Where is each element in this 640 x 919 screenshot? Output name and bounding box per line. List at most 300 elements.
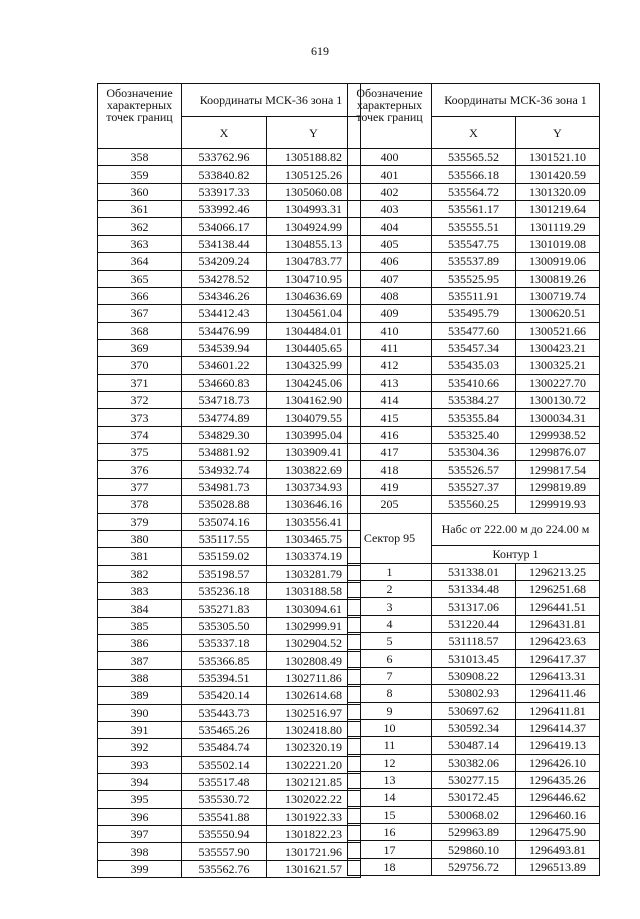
point-number: 411 [348,339,432,356]
point-number: 5 [348,633,432,650]
table-row [348,598,600,615]
coord-y: 1299817.54 [516,461,600,478]
coord-x: 529963.89 [432,824,516,841]
table-row [348,253,600,270]
table-row [348,218,600,235]
coord-y: 1303556.41 [267,513,361,530]
point-number: 405 [348,235,432,252]
table-row [98,721,361,738]
coord-y: 1304783.77 [267,253,361,270]
table-row [98,253,361,270]
coord-x: 534209.24 [182,253,267,270]
point-number: 386 [98,635,182,652]
coord-y: 1305060.08 [267,183,361,200]
coord-y: 1296413.31 [516,667,600,684]
coord-x: 534476.99 [182,322,267,339]
table-row [98,478,361,495]
coord-x: 535198.57 [182,565,267,582]
header-x: X [432,117,516,149]
table-row [98,756,361,773]
point-number: 367 [98,305,182,322]
coord-y: 1296475.90 [516,824,600,841]
coord-y: 1296513.89 [516,858,600,875]
page-number: 619 [311,44,329,58]
point-number: 11 [348,737,432,754]
coord-x: 530697.62 [432,702,516,719]
coord-y: 1300919.06 [516,253,600,270]
coord-x: 535541.88 [182,808,267,825]
table-row [348,719,600,736]
coord-x: 535550.94 [182,826,267,843]
coord-y: 1305125.26 [267,166,361,183]
table-row [348,789,600,806]
coord-y: 1299819.89 [516,478,600,495]
coord-y: 1303646.16 [267,496,361,513]
point-number: 12 [348,754,432,771]
coord-x: 535457.34 [432,339,516,356]
point-number: 409 [348,305,432,322]
header-x: X [182,117,267,149]
coord-x: 535410.66 [432,374,516,391]
coord-y: 1300130.72 [516,392,600,409]
table-row [98,739,361,756]
point-number: 417 [348,444,432,461]
table-row [348,580,600,597]
coord-x: 535420.14 [182,687,267,704]
coord-y: 1303734.93 [267,478,361,495]
coord-y: 1300620.51 [516,305,600,322]
coord-y: 1302516.97 [267,704,361,721]
point-number: 370 [98,357,182,374]
coord-y: 1296435.26 [516,771,600,788]
coord-x: 534412.43 [182,305,267,322]
point-number: 390 [98,704,182,721]
coord-y: 1299919.93 [516,496,600,513]
coord-x: 535511.91 [432,287,516,304]
coord-x: 535555.51 [432,218,516,235]
point-number: 378 [98,496,182,513]
table-row [348,824,600,841]
table-row [98,513,361,530]
point-number: 383 [98,582,182,599]
point-number: 399 [98,860,182,877]
table-row [98,374,361,391]
coord-x: 535465.26 [182,721,267,738]
point-number: 382 [98,565,182,582]
coord-x: 530382.06 [432,754,516,771]
coord-x: 530802.93 [432,685,516,702]
table-row [98,808,361,825]
coord-x: 535477.60 [432,322,516,339]
coord-y: 1301420.59 [516,166,600,183]
coord-y: 1300819.26 [516,270,600,287]
table-row [98,149,361,166]
point-number: 2 [348,580,432,597]
coord-y: 1304484.01 [267,322,361,339]
coord-y: 1296446.62 [516,789,600,806]
coord-x: 535305.50 [182,617,267,634]
point-number: 359 [98,166,182,183]
coord-y: 1303465.75 [267,530,361,547]
coord-y: 1304079.55 [267,409,361,426]
coord-x: 535495.79 [432,305,516,322]
point-number: 13 [348,771,432,788]
table-row [348,426,600,443]
point-number: 387 [98,652,182,669]
table-row [98,826,361,843]
coord-y: 1301320.09 [516,183,600,200]
table-row [348,841,600,858]
table-row [98,166,361,183]
coord-x: 535366.85 [182,652,267,669]
coord-y: 1296423.63 [516,633,600,650]
coord-y: 1304855.13 [267,235,361,252]
table-row [98,635,361,652]
point-number: 368 [98,322,182,339]
table-row [348,166,600,183]
table-row [348,771,600,788]
coord-y: 1303188.58 [267,582,361,599]
coord-y: 1304325.99 [267,357,361,374]
point-number: 393 [98,756,182,773]
point-number: 413 [348,374,432,391]
table-row [348,339,600,356]
coord-y: 1305188.82 [267,149,361,166]
table-row [98,201,361,218]
point-number: 365 [98,270,182,287]
table-row [98,444,361,461]
table-row [348,563,600,580]
coord-x: 530487.14 [432,737,516,754]
coord-x: 535525.95 [432,270,516,287]
coord-x: 531013.45 [432,650,516,667]
coord-x: 535435.03 [432,357,516,374]
coord-x: 535159.02 [182,548,267,565]
coord-x: 535394.51 [182,669,267,686]
coord-x: 534829.30 [182,426,267,443]
point-number: 415 [348,409,432,426]
point-number: 358 [98,149,182,166]
coord-y: 1304561.04 [267,305,361,322]
coord-y: 1301521.10 [516,149,600,166]
point-number: 392 [98,739,182,756]
coord-x: 535074.16 [182,513,267,530]
table-row [348,149,600,166]
coord-x: 533992.46 [182,201,267,218]
coord-y: 1300325.21 [516,357,600,374]
coord-x: 535236.18 [182,582,267,599]
coord-x: 531338.01 [432,563,516,580]
point-number: 205 [348,496,432,513]
coord-x: 534932.74 [182,461,267,478]
coord-y: 1304993.31 [267,201,361,218]
coord-y: 1304162.90 [267,392,361,409]
coord-y: 1301822.23 [267,826,361,843]
table-row [348,444,600,461]
table-row [98,496,361,513]
point-number: 395 [98,791,182,808]
coord-y: 1301721.96 [267,843,361,860]
coord-x: 535562.76 [182,860,267,877]
coord-y: 1301119.29 [516,218,600,235]
point-number: 379 [98,513,182,530]
table-row [98,235,361,252]
coord-y: 1296213.25 [516,563,600,580]
point-number: 8 [348,685,432,702]
coord-x: 535547.75 [432,235,516,252]
table-row [98,687,361,704]
coord-y: 1302221.20 [267,756,361,773]
point-number: 402 [348,183,432,200]
table-row [348,392,600,409]
table-row [98,218,361,235]
coord-y: 1302999.91 [267,617,361,634]
table-row [348,496,600,513]
coord-y: 1303909.41 [267,444,361,461]
coord-x: 535325.40 [432,426,516,443]
coord-x: 535564.72 [432,183,516,200]
table-row [98,669,361,686]
table-row [348,201,600,218]
table-row [348,270,600,287]
coord-x: 534138.44 [182,235,267,252]
point-number: 412 [348,357,432,374]
coord-y: 1296251.68 [516,580,600,597]
point-number: 14 [348,789,432,806]
coord-y: 1302121.85 [267,773,361,790]
coord-x: 535443.73 [182,704,267,721]
table-row [348,322,600,339]
table-row [98,704,361,721]
point-number: 380 [98,530,182,547]
point-number: 364 [98,253,182,270]
table-row [348,287,600,304]
coord-y: 1303094.61 [267,600,361,617]
coord-y: 1302808.49 [267,652,361,669]
coord-x: 535384.27 [432,392,516,409]
table-row [98,791,361,808]
coord-y: 1300227.70 [516,374,600,391]
table-row [348,806,600,823]
point-number: 410 [348,322,432,339]
coord-x: 534539.94 [182,339,267,356]
point-number: 16 [348,824,432,841]
coord-y: 1303281.79 [267,565,361,582]
table-row [98,548,361,565]
table-row [348,461,600,478]
point-number: 385 [98,617,182,634]
table-row [98,652,361,669]
coord-x: 531118.57 [432,633,516,650]
coord-x: 530068.02 [432,806,516,823]
coord-x: 533917.33 [182,183,267,200]
point-number: 384 [98,600,182,617]
coord-x: 534601.22 [182,357,267,374]
point-number: 418 [348,461,432,478]
coord-x: 535527.37 [432,478,516,495]
point-number: 391 [98,721,182,738]
coord-x: 530277.15 [432,771,516,788]
point-number: 374 [98,426,182,443]
coord-y: 1299938.52 [516,426,600,443]
coord-x: 535537.89 [432,253,516,270]
coord-x: 531317.06 [432,598,516,615]
table-row [98,773,361,790]
point-number: 366 [98,287,182,304]
point-number: 381 [98,548,182,565]
table-row [98,843,361,860]
table-row [348,685,600,702]
coord-x: 531334.48 [432,580,516,597]
point-number: 7 [348,667,432,684]
coord-y: 1301019.08 [516,235,600,252]
coordinates-table-left [97,83,361,878]
table-row [348,667,600,684]
table-row [348,357,600,374]
point-number: 371 [98,374,182,391]
coord-x: 534718.73 [182,392,267,409]
coord-x: 535484.74 [182,739,267,756]
point-number: 362 [98,218,182,235]
point-number: 361 [98,201,182,218]
coord-y: 1304405.65 [267,339,361,356]
table-row [98,357,361,374]
table-row [348,702,600,719]
table-row [348,305,600,322]
table-row [348,478,600,495]
coord-x: 533840.82 [182,166,267,183]
point-number: 398 [98,843,182,860]
table-row [348,858,600,875]
table-row [98,305,361,322]
table-row [98,270,361,287]
coord-y: 1304710.95 [267,270,361,287]
point-number: 373 [98,409,182,426]
coord-x: 535566.18 [432,166,516,183]
coord-x: 535565.52 [432,149,516,166]
coord-x: 535517.48 [182,773,267,790]
coord-x: 535117.55 [182,530,267,547]
table-row [98,530,361,547]
header-point-designation: Обозначение характерных точек границ [98,84,182,149]
coord-x: 530908.22 [432,667,516,684]
point-number: 403 [348,201,432,218]
point-number: 6 [348,650,432,667]
header-coordinates-title: Координаты МСК-36 зона 1 [432,84,600,117]
point-number: 419 [348,478,432,495]
point-number: 416 [348,426,432,443]
table-row [348,235,600,252]
table-row [348,183,600,200]
table-row [348,633,600,650]
point-number: 407 [348,270,432,287]
table-row [98,860,361,877]
table-row [98,392,361,409]
point-number: 4 [348,615,432,632]
table-row [348,409,600,426]
coord-y: 1302904.52 [267,635,361,652]
table-row [98,339,361,356]
point-number: 375 [98,444,182,461]
table-row [348,754,600,771]
coord-y: 1304245.06 [267,374,361,391]
coord-x: 535304.36 [432,444,516,461]
coord-y: 1296417.37 [516,650,600,667]
coord-x: 535557.90 [182,843,267,860]
coord-y: 1296411.46 [516,685,600,702]
point-number: 17 [348,841,432,858]
point-number: 408 [348,287,432,304]
sector-name: Сектор 95 [348,513,432,563]
point-number: 394 [98,773,182,790]
header-y: Y [516,117,600,149]
point-number: 388 [98,669,182,686]
coord-y: 1296441.51 [516,598,600,615]
coord-x: 535355.84 [432,409,516,426]
point-number: 389 [98,687,182,704]
point-number: 372 [98,392,182,409]
coord-y: 1296419.13 [516,737,600,754]
coord-y: 1300719.74 [516,287,600,304]
coord-x: 533762.96 [182,149,267,166]
coord-x: 535337.18 [182,635,267,652]
coord-x: 530172.45 [432,789,516,806]
coord-x: 535561.17 [432,201,516,218]
table-row [348,650,600,667]
coord-x: 534881.92 [182,444,267,461]
table-row [348,737,600,754]
point-number: 3 [348,598,432,615]
point-number: 9 [348,702,432,719]
header-point-designation: Обозначение характерных точек границ [348,84,432,149]
coord-x: 529860.10 [432,841,516,858]
point-number: 377 [98,478,182,495]
coord-y: 1304636.69 [267,287,361,304]
point-number: 1 [348,563,432,580]
table-row [98,600,361,617]
table-row [98,461,361,478]
point-number: 400 [348,149,432,166]
coord-y: 1302711.86 [267,669,361,686]
point-number: 404 [348,218,432,235]
table-row [348,374,600,391]
coord-x: 534066.17 [182,218,267,235]
coord-x: 535028.88 [182,496,267,513]
coord-y: 1301922.33 [267,808,361,825]
point-number: 18 [348,858,432,875]
table-row [98,287,361,304]
coord-x: 534278.52 [182,270,267,287]
point-number: 376 [98,461,182,478]
coord-x: 534346.26 [182,287,267,304]
point-number: 406 [348,253,432,270]
coord-y: 1296426.10 [516,754,600,771]
table-row [98,183,361,200]
contour-label: Контур 1 [432,546,600,563]
point-number: 414 [348,392,432,409]
point-number: 396 [98,808,182,825]
point-number: 401 [348,166,432,183]
point-number: 15 [348,806,432,823]
coord-y: 1302320.19 [267,739,361,756]
coord-x: 535502.14 [182,756,267,773]
table-row [98,409,361,426]
coord-y: 1296493.81 [516,841,600,858]
coord-y: 1300423.21 [516,339,600,356]
coord-y: 1304924.99 [267,218,361,235]
point-number: 363 [98,235,182,252]
sector-height-range: Набс от 222.00 м до 224.00 м [432,513,600,546]
